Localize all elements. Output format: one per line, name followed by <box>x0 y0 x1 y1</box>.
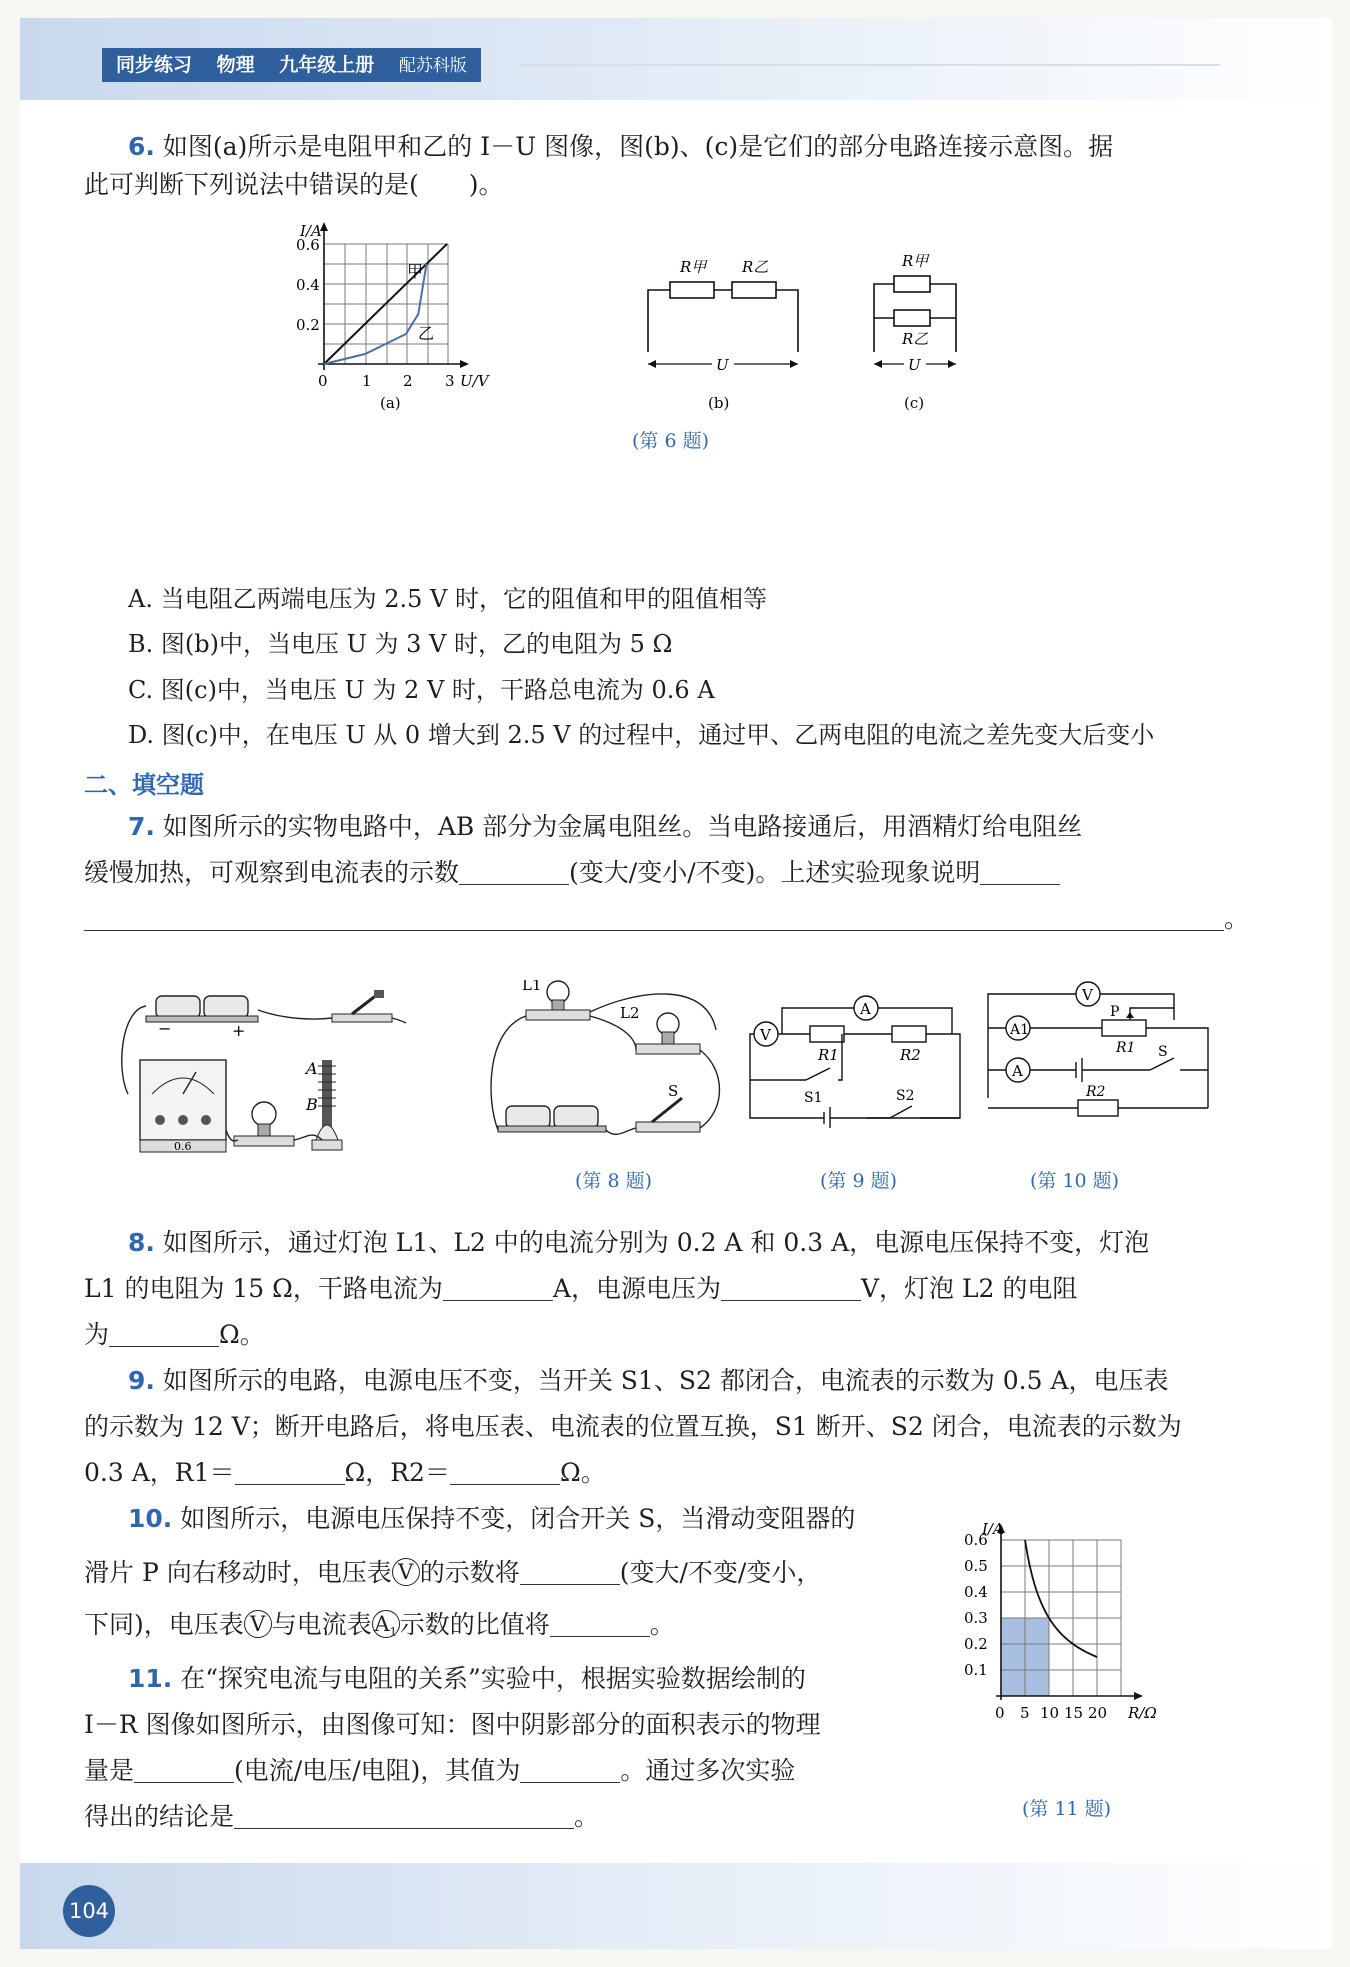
q10-label-a: A <box>1012 1062 1023 1080</box>
q10-label-p: P <box>1110 1004 1120 1020</box>
q7-line2 <box>84 856 1060 890</box>
page-header <box>20 18 1332 100</box>
q9-figure <box>746 988 986 1128</box>
q8-line3 <box>84 1318 265 1352</box>
q7-line3 <box>84 902 1249 936</box>
q11-ytick-04: 0.4 <box>964 1583 988 1601</box>
q6-graph-a <box>288 198 528 413</box>
q9-line1 <box>128 1364 1169 1398</box>
q6-number: 6. <box>128 132 155 161</box>
q11-text3b: (电流/电压/电阻)，其值为 <box>234 1756 521 1785</box>
q11-xtick-20: 20 <box>1088 1704 1108 1722</box>
q10-slider-p[interactable] <box>1126 1012 1134 1018</box>
q11-line1 <box>128 1662 806 1696</box>
q10-caption: (第 10 题) <box>1030 1170 1120 1192</box>
q8-battery-2 <box>554 1106 598 1128</box>
q9-switch-s2[interactable] <box>890 1106 912 1118</box>
q10-rheostat-r1 <box>1102 1020 1146 1036</box>
q10-line3 <box>84 1608 675 1642</box>
q10-text1: 如图所示，电源电压保持不变，闭合开关 S，当滑动变阻器的 <box>180 1504 856 1533</box>
page-footer <box>20 1863 1332 1949</box>
q6c-label-r1: R甲 <box>902 252 929 270</box>
q8-blank-1[interactable] <box>443 1274 553 1301</box>
q9-label-s1: S1 <box>804 1090 823 1106</box>
q10-voltmeter-symbol-2: V <box>244 1610 272 1638</box>
q7-ammeter <box>140 1060 226 1140</box>
q6b-label-r1: R甲 <box>680 258 707 276</box>
q6-option-c: C. 图(c)中，当电压 U 为 2 V 时，干路总电流为 0.6 A <box>128 676 715 704</box>
q8-blank-2[interactable] <box>721 1274 861 1301</box>
q6b-label-r2: R乙 <box>742 258 769 276</box>
q8-number: 8. <box>128 1228 155 1257</box>
q11-ytick-03: 0.3 <box>964 1609 988 1627</box>
q11-number: 11. <box>128 1664 173 1693</box>
q11-line3 <box>84 1754 795 1788</box>
q10-label-r1: R1 <box>1116 1040 1136 1056</box>
q7-number: 7. <box>128 812 155 841</box>
header-rule <box>520 64 1220 66</box>
q11-line4 <box>84 1800 599 1834</box>
q11-ytick-02: 0.2 <box>964 1635 988 1653</box>
q6b-sub: (b) <box>708 394 730 412</box>
q9-caption: (第 9 题) <box>820 1170 897 1192</box>
q11-ytick-01: 0.1 <box>964 1661 988 1679</box>
q6a-xlabel: U/V <box>460 372 489 390</box>
q10-a1-letter: A <box>374 1612 390 1636</box>
q9-text3a: 0.3 A，R1＝ <box>84 1458 235 1487</box>
q10-voltmeter-symbol-1: V <box>392 1558 420 1586</box>
q6a-xtick-2: 2 <box>403 372 413 390</box>
q11-xtick-0: 0 <box>995 1704 1005 1722</box>
q8-label-l1: L1 <box>522 980 542 994</box>
header-subject: 物理 <box>216 54 255 76</box>
q6a-label-yi: 乙 <box>418 324 435 343</box>
q7-bulb <box>252 1102 276 1126</box>
q11-text4b: 。 <box>574 1802 600 1831</box>
q11-graph <box>952 1512 1214 1740</box>
q9-resistor-r2 <box>892 1026 926 1042</box>
q6a-ytick-04: 0.4 <box>296 276 320 294</box>
q8-switch-base <box>636 1122 700 1132</box>
q11-xtick-5: 5 <box>1020 1704 1030 1722</box>
q8-switch-lever[interactable] <box>652 1098 682 1122</box>
q10-label-r2: R2 <box>1086 1084 1106 1100</box>
q10-number: 10. <box>128 1504 173 1533</box>
q9-number: 9. <box>128 1366 155 1395</box>
q7-blank-1[interactable] <box>459 858 569 885</box>
q11-caption: (第 11 题) <box>1022 1798 1112 1820</box>
q8-text2a: L1 的电阻为 15 Ω，干路电流为 <box>84 1274 443 1303</box>
q8-lamp1-base <box>526 1010 590 1020</box>
q7-line1 <box>128 810 1082 844</box>
q6a-sub: (a) <box>380 394 401 412</box>
q9-label-r2: R2 <box>900 1046 921 1064</box>
q8-text2b: A，电源电压为 <box>552 1274 721 1303</box>
q11-text1: 在“探究电流与电阻的关系”实验中，根据实验数据绘制的 <box>180 1664 806 1693</box>
q8-text3b: Ω。 <box>219 1320 265 1349</box>
q8-label-l2: L2 <box>620 1004 640 1022</box>
q6b-resistor-yi <box>732 282 776 298</box>
q6a-ylabel: I/A <box>300 222 322 240</box>
q11-text4a: 得出的结论是 <box>84 1802 235 1831</box>
q9-blank-2[interactable] <box>450 1458 560 1485</box>
header-grade: 九年级上册 <box>279 54 375 76</box>
q8-text2c: V，灯泡 L2 的电阻 <box>860 1274 1078 1303</box>
q7-blank-2b[interactable] <box>84 904 1224 931</box>
q11-text3c: 。通过多次实验 <box>620 1756 796 1785</box>
section-fill-blank: 二、填空题 <box>84 771 204 799</box>
q9-text3b: Ω，R2＝ <box>344 1458 450 1487</box>
q7-minus: − <box>158 1019 172 1038</box>
q6c-resistor-yi <box>894 310 930 326</box>
q8-battery-1 <box>506 1106 550 1128</box>
q7-figure <box>116 990 406 1162</box>
q11-text3a: 量是 <box>84 1756 135 1785</box>
q6b-resistor-jia <box>670 282 714 298</box>
q7-meter-label: 0.6 <box>174 1140 192 1153</box>
q6a-x-arrow <box>460 360 469 368</box>
page-number: 104 <box>63 1885 115 1937</box>
q10-label-a1: A1 <box>1010 1022 1030 1038</box>
q6b-label-u: U <box>716 356 729 374</box>
q9-line3 <box>84 1456 606 1490</box>
q11-xlabel: R/Ω <box>1128 1704 1157 1722</box>
q7-blank-2a[interactable] <box>980 858 1060 885</box>
q7-battery-2 <box>204 996 248 1018</box>
q8-caption: (第 8 题) <box>575 1170 652 1192</box>
header-edition: 配苏科版 <box>398 56 467 76</box>
q7-switch-base <box>332 1014 392 1022</box>
q11-ytick-06: 0.6 <box>964 1531 988 1549</box>
q11-line2: I－R 图像如图所示，由图像可知：图中阴影部分的面积表示的物理 <box>84 1710 821 1739</box>
q7-plus: + <box>232 1021 246 1040</box>
q10-resistor-r2 <box>1078 1100 1118 1116</box>
q9-label-v: V <box>760 1026 771 1044</box>
q7-text1: 如图所示的实物电路中，AB 部分为金属电阻丝。当电路接通后，用酒精灯给电阻丝 <box>162 812 1083 841</box>
q10-blank-2[interactable] <box>550 1610 650 1637</box>
q10-line2 <box>84 1556 821 1590</box>
q10-label-v: V <box>1082 986 1093 1004</box>
q7-text2a: 缓慢加热，可观察到电流表的示数 <box>84 858 460 887</box>
q6a-xtick-1: 1 <box>362 372 372 390</box>
q8-lamp2-base <box>636 1044 700 1054</box>
page <box>20 18 1332 1949</box>
q7-text2b: (变大/变小/不变)。上述实验现象说明 <box>569 858 981 887</box>
q11-xtick-15: 15 <box>1064 1704 1084 1722</box>
q9-blank-1[interactable] <box>235 1458 345 1485</box>
q9-label-a: A <box>860 1000 871 1018</box>
q7-label-a: A <box>306 1059 318 1078</box>
q6-line2: 此可判断下列说法中错误的是( )。 <box>84 170 504 199</box>
q6-circuit-c <box>868 236 1018 413</box>
q11-ylabel: I/A <box>982 1520 1004 1538</box>
q8-line1 <box>128 1226 1149 1260</box>
q6c-label-u: U <box>908 356 921 374</box>
q6-text1: 如图(a)所示是电阻甲和乙的 I－U 图像，图(b)、(c)是它们的部分电路连接示意图。据 <box>162 132 1114 161</box>
q10-text3b: 与电流表 <box>271 1610 372 1639</box>
q10-line1 <box>128 1502 855 1536</box>
q10-label-s: S <box>1158 1044 1168 1060</box>
q7-label-b: B <box>306 1095 318 1114</box>
q6a-xtick-0: 0 <box>318 372 328 390</box>
q10-text2c: (变大/不变/变小， <box>619 1558 822 1587</box>
q9-label-s2: S2 <box>896 1088 915 1104</box>
q10-blank-1[interactable] <box>520 1558 620 1585</box>
q9-resistor-r1 <box>810 1026 844 1042</box>
q10-text3a: 下同)，电压表 <box>84 1610 244 1639</box>
q10-a1-sub: 1 <box>389 1625 398 1640</box>
q10-ammeter-a1-symbol <box>372 1610 400 1638</box>
q11-blank-3[interactable] <box>234 1802 574 1829</box>
q7-battery-1 <box>156 996 200 1018</box>
q9-switch-s1[interactable] <box>806 1068 830 1080</box>
q6a-xtick-3: 3 <box>445 372 455 390</box>
q6-caption: (第 6 题) <box>632 430 709 452</box>
q8-figure <box>486 980 736 1162</box>
q8-text3a: 为 <box>84 1320 110 1349</box>
q6-option-b: B. 图(b)中，当电压 U 为 3 V 时，乙的电阻为 5 Ω <box>128 630 673 658</box>
q10-figure <box>980 978 1224 1128</box>
q11-x-arrow <box>1134 1692 1143 1700</box>
q10-text2b: 的示数将 <box>419 1558 520 1587</box>
q6-option-a: A. 当电阻乙两端电压为 2.5 V 时，它的阻值和甲的阻值相等 <box>128 585 767 613</box>
header-series: 同步练习 <box>116 54 193 76</box>
q6a-label-jia: 甲 <box>407 262 424 281</box>
q6a-ytick-02: 0.2 <box>296 316 320 334</box>
q9-line2: 的示数为 12 V；断开电路后，将电压表、电流表的位置互换，S1 断开、S2 闭合，电流表的示数为 <box>84 1412 1182 1441</box>
q6-circuit-b <box>642 258 842 413</box>
q6-line1 <box>128 130 1113 164</box>
q6c-sub: (c) <box>904 394 925 412</box>
q7-end: 。 <box>1224 904 1250 933</box>
q8-text1: 如图所示，通过灯泡 L1、L2 中的电流分别为 0.2 A 和 0.3 A，电源电压保持不变，灯泡 <box>162 1228 1150 1257</box>
q9-text1: 如图所示的电路，电源电压不变，当开关 S1、S2 都闭合，电流表的示数为 0.5 A，电压表 <box>162 1366 1169 1395</box>
q6-option-d: D. 图(c)中，在电压 U 从 0 增大到 2.5 V 的过程中，通过甲、乙两电阻的电流之差先变大后变小 <box>128 721 1155 749</box>
q6a-ytick-06: 0.6 <box>296 236 320 254</box>
q9-text3c: Ω。 <box>559 1458 606 1487</box>
q10-text2a: 滑片 P 向右移动时，电压表 <box>84 1558 392 1587</box>
q9-label-r1: R1 <box>818 1046 839 1064</box>
q8-line2 <box>84 1272 1077 1306</box>
q11-blank-1[interactable] <box>134 1756 234 1783</box>
q6c-resistor-jia <box>894 276 930 292</box>
q6c-label-r2: R乙 <box>902 330 929 348</box>
q10-text3c: 示数的比值将 <box>399 1610 550 1639</box>
q11-xtick-10: 10 <box>1040 1704 1060 1722</box>
q10-text3d: 。 <box>649 1610 675 1639</box>
header-bar <box>102 48 481 82</box>
q8-label-s: S <box>668 1082 679 1100</box>
q11-blank-2[interactable] <box>520 1756 620 1783</box>
q8-blank-3[interactable] <box>109 1320 219 1347</box>
q7-lamp-base <box>234 1136 294 1146</box>
q11-ytick-05: 0.5 <box>964 1557 988 1575</box>
